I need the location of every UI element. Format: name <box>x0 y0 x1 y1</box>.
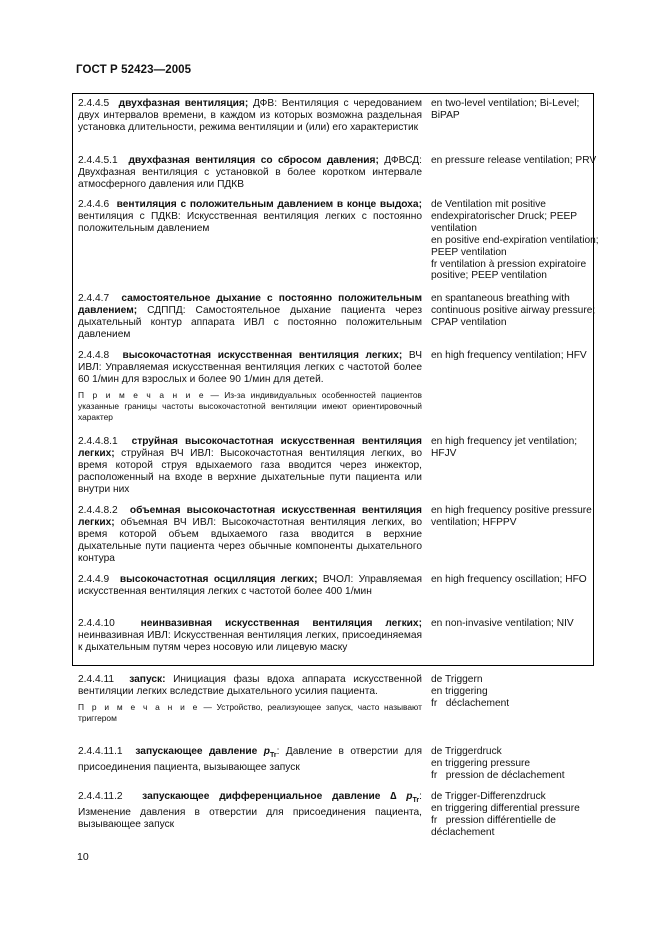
term-translations <box>431 350 601 362</box>
note-label: П р и м е ч а н и е <box>78 701 199 712</box>
term-name: неинвазивная искусственная вентиляция легких; <box>140 618 422 629</box>
term-definition: вентиляция с ПДКВ: Искусственная вентиляция легких с постоянно положительным давлением <box>78 210 422 234</box>
term-number: 2.4.4.6 <box>78 199 110 210</box>
note-text: — Устройство, реализующее запуск, часто называют триггером <box>78 701 422 724</box>
translation-line: en triggering <box>431 685 488 697</box>
term-entry <box>78 791 422 831</box>
term-number: 2.4.4.11 <box>78 674 115 685</box>
term-translations <box>431 505 601 529</box>
translation-line: en high frequency positive pressure ventilation; HFPPV <box>431 505 592 528</box>
term-name: запускающее давление <box>135 746 264 757</box>
term-entry <box>78 98 422 134</box>
translation-line: de Triggerdruck <box>431 746 502 757</box>
term-definition: объемная ВЧ ИВЛ: Высокочастотная вентиляция легких, во время которой объем вдыхаемого газа вводится в верхние дыхательные пути пациента через обычные компоненты дыхательного контура <box>78 516 422 564</box>
term-entry <box>78 436 422 496</box>
term-entry <box>78 746 422 774</box>
term-name: двухфазная вентиляция со сбросом давления; <box>128 155 379 166</box>
term-translations <box>431 98 601 122</box>
term-definition: струйная ВЧ ИВЛ: Высокочастотная вентиляция легких, во время которой струя вдыхаемого газа вводится через инжектор, расположенный на входе в верхние дыхательные пути пациента или внутри них <box>78 447 422 495</box>
term-number: 2.4.4.5 <box>78 98 110 109</box>
translation-line: en positive end-expiration ventilation; PEEP ventilation <box>431 234 599 258</box>
term-symbol-subscript: Tr <box>269 752 277 760</box>
term-translations <box>431 674 601 710</box>
term-entry <box>78 199 422 235</box>
term-name: струйная высокочастотная искусственная вентиляция легких; <box>78 436 422 459</box>
translation-line: en triggering differential pressure <box>431 802 580 814</box>
term-number: 2.4.4.5.1 <box>78 155 118 166</box>
translation-line: fr pression différentielle de <box>431 814 556 826</box>
term-note <box>78 702 422 724</box>
term-name: высокочастотная искусственная вентиляция легких; <box>122 350 403 361</box>
term-definition: : Давление в отверстии для присоединения пациента, вызывающее запуск <box>78 746 423 773</box>
term-number: 2.4.4.9 <box>78 574 110 585</box>
translation-line: en high frequency jet ventilation; HFJV <box>431 436 578 459</box>
term-entry <box>78 618 422 654</box>
translation-line: en non-invasive ventilation; NIV <box>431 618 574 629</box>
term-entry <box>78 155 422 191</box>
term-name: вентиляция с положительным давлением в конце выдоха; <box>116 199 422 210</box>
term-name: запуск: <box>129 674 166 685</box>
term-number: 2.4.4.11.1 <box>78 746 123 757</box>
translation-line: en spantaneous breathing with continuous positive airway pressure; CPAP ventilation <box>431 293 596 328</box>
translation-line: de Triggern <box>431 674 483 685</box>
translation-line: fr déclachement <box>431 697 510 709</box>
page-number: 10 <box>77 851 89 863</box>
term-translations <box>431 155 601 167</box>
note-text: — Из-за индивидуальных особенностей пациентов указанные границы частоты высокочастотной вентиляции имеют ориентировочный характер <box>78 389 422 423</box>
translation-line: de Ventilation mit positive endexpiratorischer Druck; PEEP ventilation <box>431 199 577 234</box>
term-symbol: p <box>263 746 270 757</box>
term-symbol-subscript: Tr <box>412 797 420 805</box>
term-number: 2.4.4.8.1 <box>78 436 118 447</box>
term-translations <box>431 618 581 630</box>
term-translations <box>431 791 601 839</box>
term-definition: ВЧОЛ: Управляемая искусственная вентиляция легких с частотой более 400 1/мин <box>78 574 422 597</box>
translation-line: déclachement <box>431 826 495 838</box>
term-note <box>78 390 422 424</box>
translation-line: fr pression de déclachement <box>431 769 565 781</box>
term-translations <box>431 199 601 282</box>
translation-line: en triggering pressure <box>431 757 531 769</box>
term-definition: : Изменение давления в отверстии для присоединения пациента, вызывающее запуск <box>78 791 422 830</box>
term-name: двухфазная вентиляция; <box>118 98 249 109</box>
term-entry <box>78 350 422 423</box>
note-label: П р и м е ч а н и е <box>78 389 206 400</box>
term-translations <box>431 436 601 460</box>
term-number: 2.4.4.7 <box>78 293 110 304</box>
term-definition: неинвазивная ИВЛ: Искусственная вентиляция легких, присоединяемая к дыхательным путям через носовую или лицевую маску <box>78 629 422 653</box>
term-translations <box>431 293 601 329</box>
document-header: ГОСТ Р 52423—2005 <box>76 64 192 76</box>
translation-line: en high frequency oscillation; HFO <box>431 574 587 585</box>
term-number: 2.4.4.8 <box>78 350 110 361</box>
translation-line: en two-level ventilation; Bi-Level; BiPAP <box>431 98 580 121</box>
translation-line: en high frequency ventilation; HFV <box>431 350 587 361</box>
term-definition: ДФВСД: Двухфазная вентиляция с установкой в более коротком интервале атмосферного давления или ПДКВ <box>78 155 422 190</box>
term-name: высокочастотная осцилляция легких; <box>119 574 318 585</box>
term-definition: СДППД: Самостоятельное дыхание пациента через дыхательный контур аппарата ИВЛ с постоянно положительным давлением <box>78 304 422 340</box>
term-translations <box>431 574 601 586</box>
term-translations <box>431 746 601 782</box>
term-name: объемная высокочастотная искусственная вентиляция легких; <box>78 505 422 528</box>
term-number: 2.4.4.8.2 <box>78 505 118 516</box>
term-number: 2.4.4.11.2 <box>78 791 123 802</box>
term-definition: ВЧ ИВЛ: Управляемая искусственная вентиляция легких с частотой более 60 1/мин для взрослых и более 90 1/мин для детей. <box>78 350 422 385</box>
term-entry <box>78 674 422 724</box>
term-definition: Инициация фазы вдоха аппарата искусственной вентиляции легких вследствие дыхательного усилия пациента. <box>78 674 422 697</box>
term-entry <box>78 293 422 341</box>
term-number: 2.4.4.10 <box>78 618 115 629</box>
term-name: запускающее дифференциальное давление <box>142 791 391 802</box>
term-definition: ДФВ: Вентиляция с чередованием двух интервалов времени, в каждом из которых возможна раздельная установка длительности, режима вентиляции и (или) его характеристик <box>78 98 422 133</box>
translation-line: en pressure release ventilation; PRV <box>431 155 597 166</box>
translation-line: fr ventilation à pression expiratoire positive; PEEP ventilation <box>431 258 587 282</box>
term-symbol: ∆ p <box>390 791 413 802</box>
term-entry <box>78 574 422 598</box>
term-entry <box>78 505 422 565</box>
term-name: самостоятельное дыхание с постоянно положительным давлением; <box>78 293 422 316</box>
translation-line: de Trigger-Differenzdruck <box>431 791 546 802</box>
